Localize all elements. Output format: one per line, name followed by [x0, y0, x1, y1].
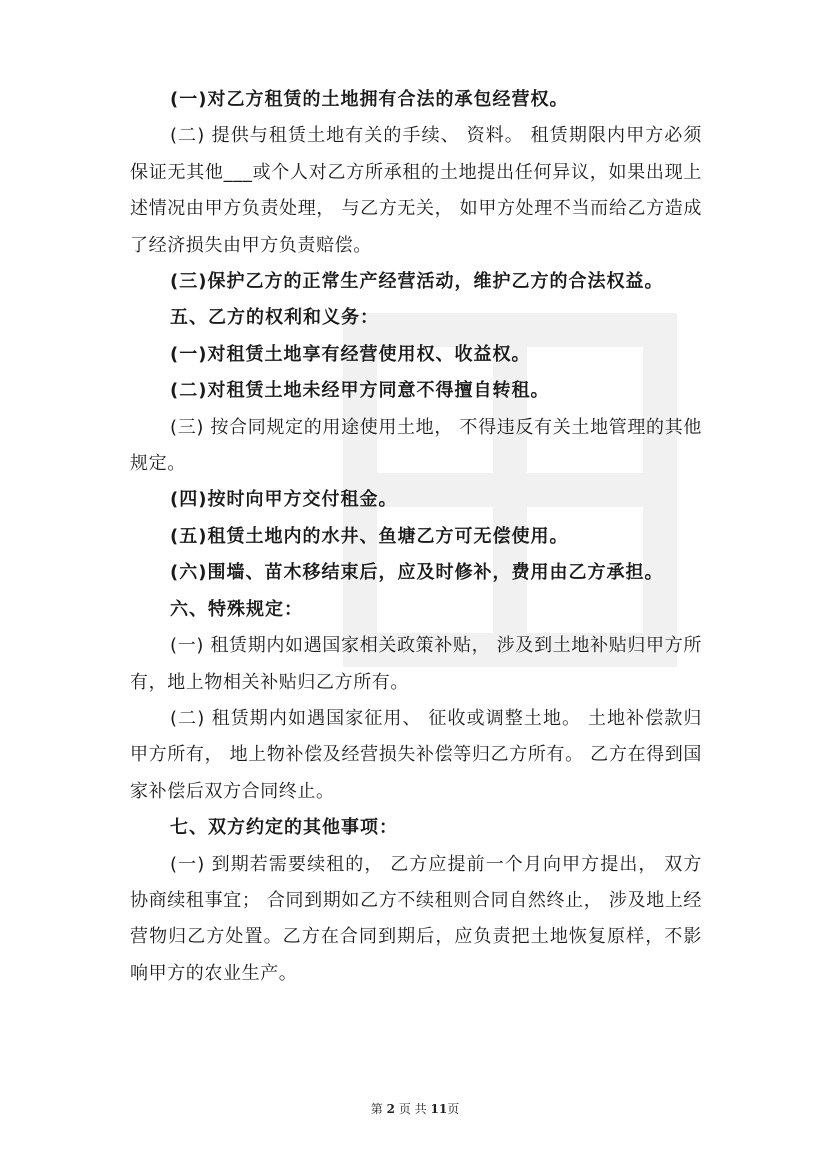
paragraph: (一) 租赁期内如遇国家相关政策补贴， 涉及到土地补贴归甲方所有，地上物相关补贴归乙方所有。 [130, 635, 702, 693]
page-footer [0, 1100, 830, 1117]
document-body [130, 82, 702, 992]
section-heading: 七、双方约定的其他事项： [170, 817, 398, 839]
paragraph: (一)对乙方租赁的土地拥有合法的承包经营权。 [170, 89, 569, 110]
paragraph: (四)按时向甲方交付租金。 [170, 489, 398, 511]
paragraph: (二)对租赁土地未经甲方同意不得擅自转租。 [170, 380, 550, 402]
paragraph: (三) 按合同规定的用途使用土地， 不得违反有关土地管理的其他规定。 [130, 416, 702, 475]
section-heading: 六、特殊规定： [170, 598, 303, 620]
footer-total-pages: 11 [430, 1102, 448, 1116]
footer-suffix: 页 [447, 1102, 460, 1116]
section-heading: 五、乙方的权利和义务： [170, 307, 379, 329]
paragraph: (三)保护乙方的正常生产经营活动，维护乙方的合法权益。 [170, 271, 664, 293]
paragraph: (一)对租赁土地享有经营使用权、收益权。 [170, 343, 531, 365]
footer-middle: 页 共 [398, 1102, 427, 1116]
paragraph: (五)租赁土地内的水井、鱼塘乙方可无偿使用。 [170, 525, 569, 547]
paragraph: (六)围墙、苗木移结束后，应及时修补，费用由乙方承担。 [170, 562, 664, 584]
footer-prefix: 第 [370, 1102, 383, 1116]
footer-page-number: 2 [386, 1102, 395, 1116]
paragraph: (一) 到期若需要续租的， 乙方应提前一个月向甲方提出， 双方协商续租事宜； 合同到期如乙方不续租则合同自然终止， 涉及地上经营物归乙方处置。乙方在合同到期后，应负责把土地恢复原样，不影响甲方的农业生产。 [130, 853, 702, 984]
paragraph: (二) 租赁期内如遇国家征用、 征收或调整土地。 土地补偿款归甲方所有， 地上物补偿及经营损失补偿等归乙方所有。 乙方在得到国家补偿后双方合同终止。 [130, 707, 702, 802]
paragraph: (二) 提供与租赁土地有关的手续、 资料。 租赁期限内甲方必须保证无其他___或个人对乙方所承租的土地提出任何异议，如果出现上述情况由甲方负责处理， 与乙方无关， 如甲方处理不当而给乙方造成了经济损失由甲方负责赔偿。 [130, 125, 702, 256]
